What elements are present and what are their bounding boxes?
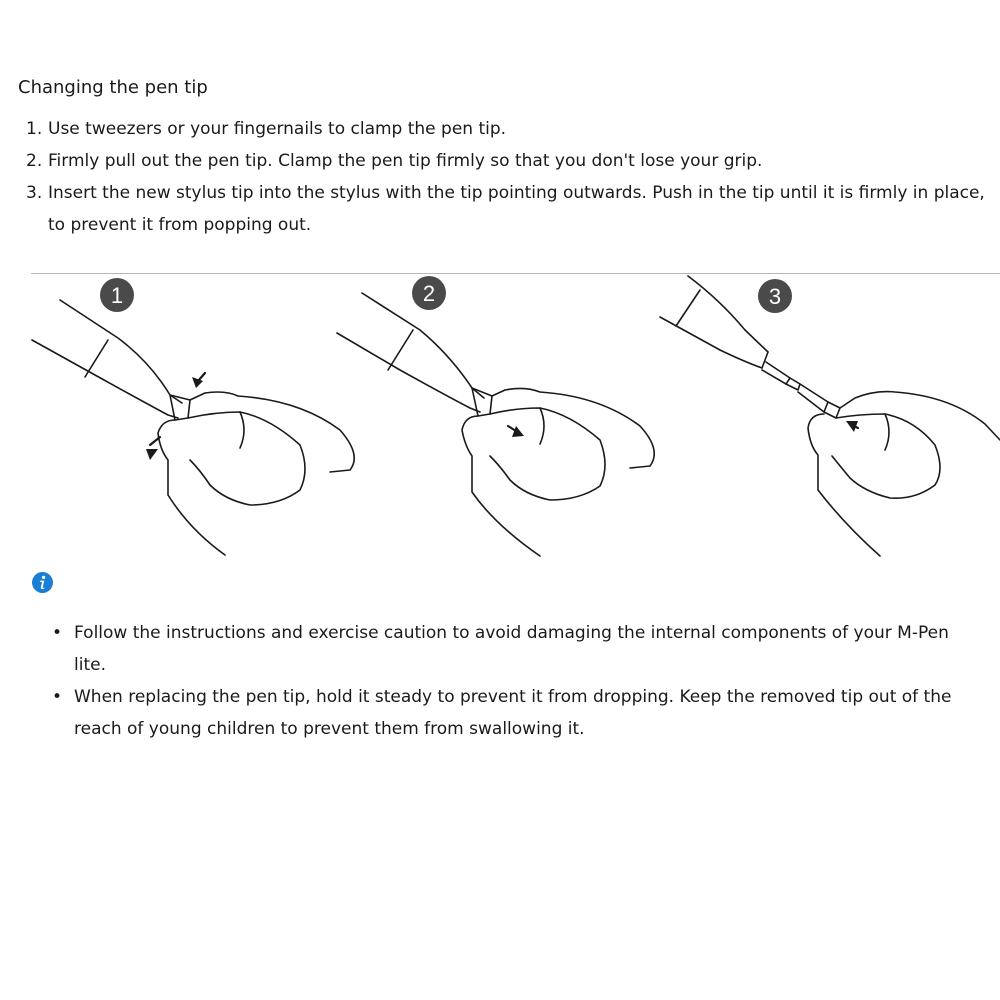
info-icon: [32, 572, 53, 593]
step-text: Insert the new stylus tip into the stylus with the tip pointing outwards. Push in the tip until it is firmly in place, to prevent it from popping out.: [48, 183, 985, 235]
list-item: [0, 113, 1000, 145]
step-number: 3.: [26, 183, 43, 203]
step-text: Use tweezers or your fingernails to clamp the pen tip.: [48, 119, 507, 139]
list-item: [0, 145, 1000, 177]
list-item: [0, 177, 1000, 241]
pen-tip-illustration: [0, 268, 1000, 560]
step-badge-1-label: 1: [110, 283, 124, 308]
step-number: 2.: [26, 151, 43, 171]
step-badge-3-label: 3: [768, 284, 782, 309]
steps-list: [0, 113, 1000, 241]
step-number: 1.: [26, 119, 43, 139]
panel-1-illustration: [32, 278, 354, 555]
note-text: Follow the instructions and exercise caution to avoid damaging the internal components of your M-Pen lite.: [74, 623, 949, 675]
list-item: [0, 617, 1000, 681]
list-item: [0, 681, 1000, 745]
step-badge-2-label: 2: [422, 281, 436, 306]
panel-2-illustration: [337, 276, 654, 556]
note-text: When replacing the pen tip, hold it steady to prevent it from dropping. Keep the removed tip out of the reach of young children to prevent them from swallowing it.: [74, 687, 952, 739]
step-text: Firmly pull out the pen tip. Clamp the pen tip firmly so that you don't lose your grip.: [48, 151, 763, 171]
section-title: Changing the pen tip: [18, 77, 208, 98]
panel-3-illustration: [660, 276, 1000, 556]
notes-list: [0, 617, 1000, 745]
bullet-icon: •: [52, 623, 63, 643]
bullet-icon: •: [52, 687, 63, 707]
